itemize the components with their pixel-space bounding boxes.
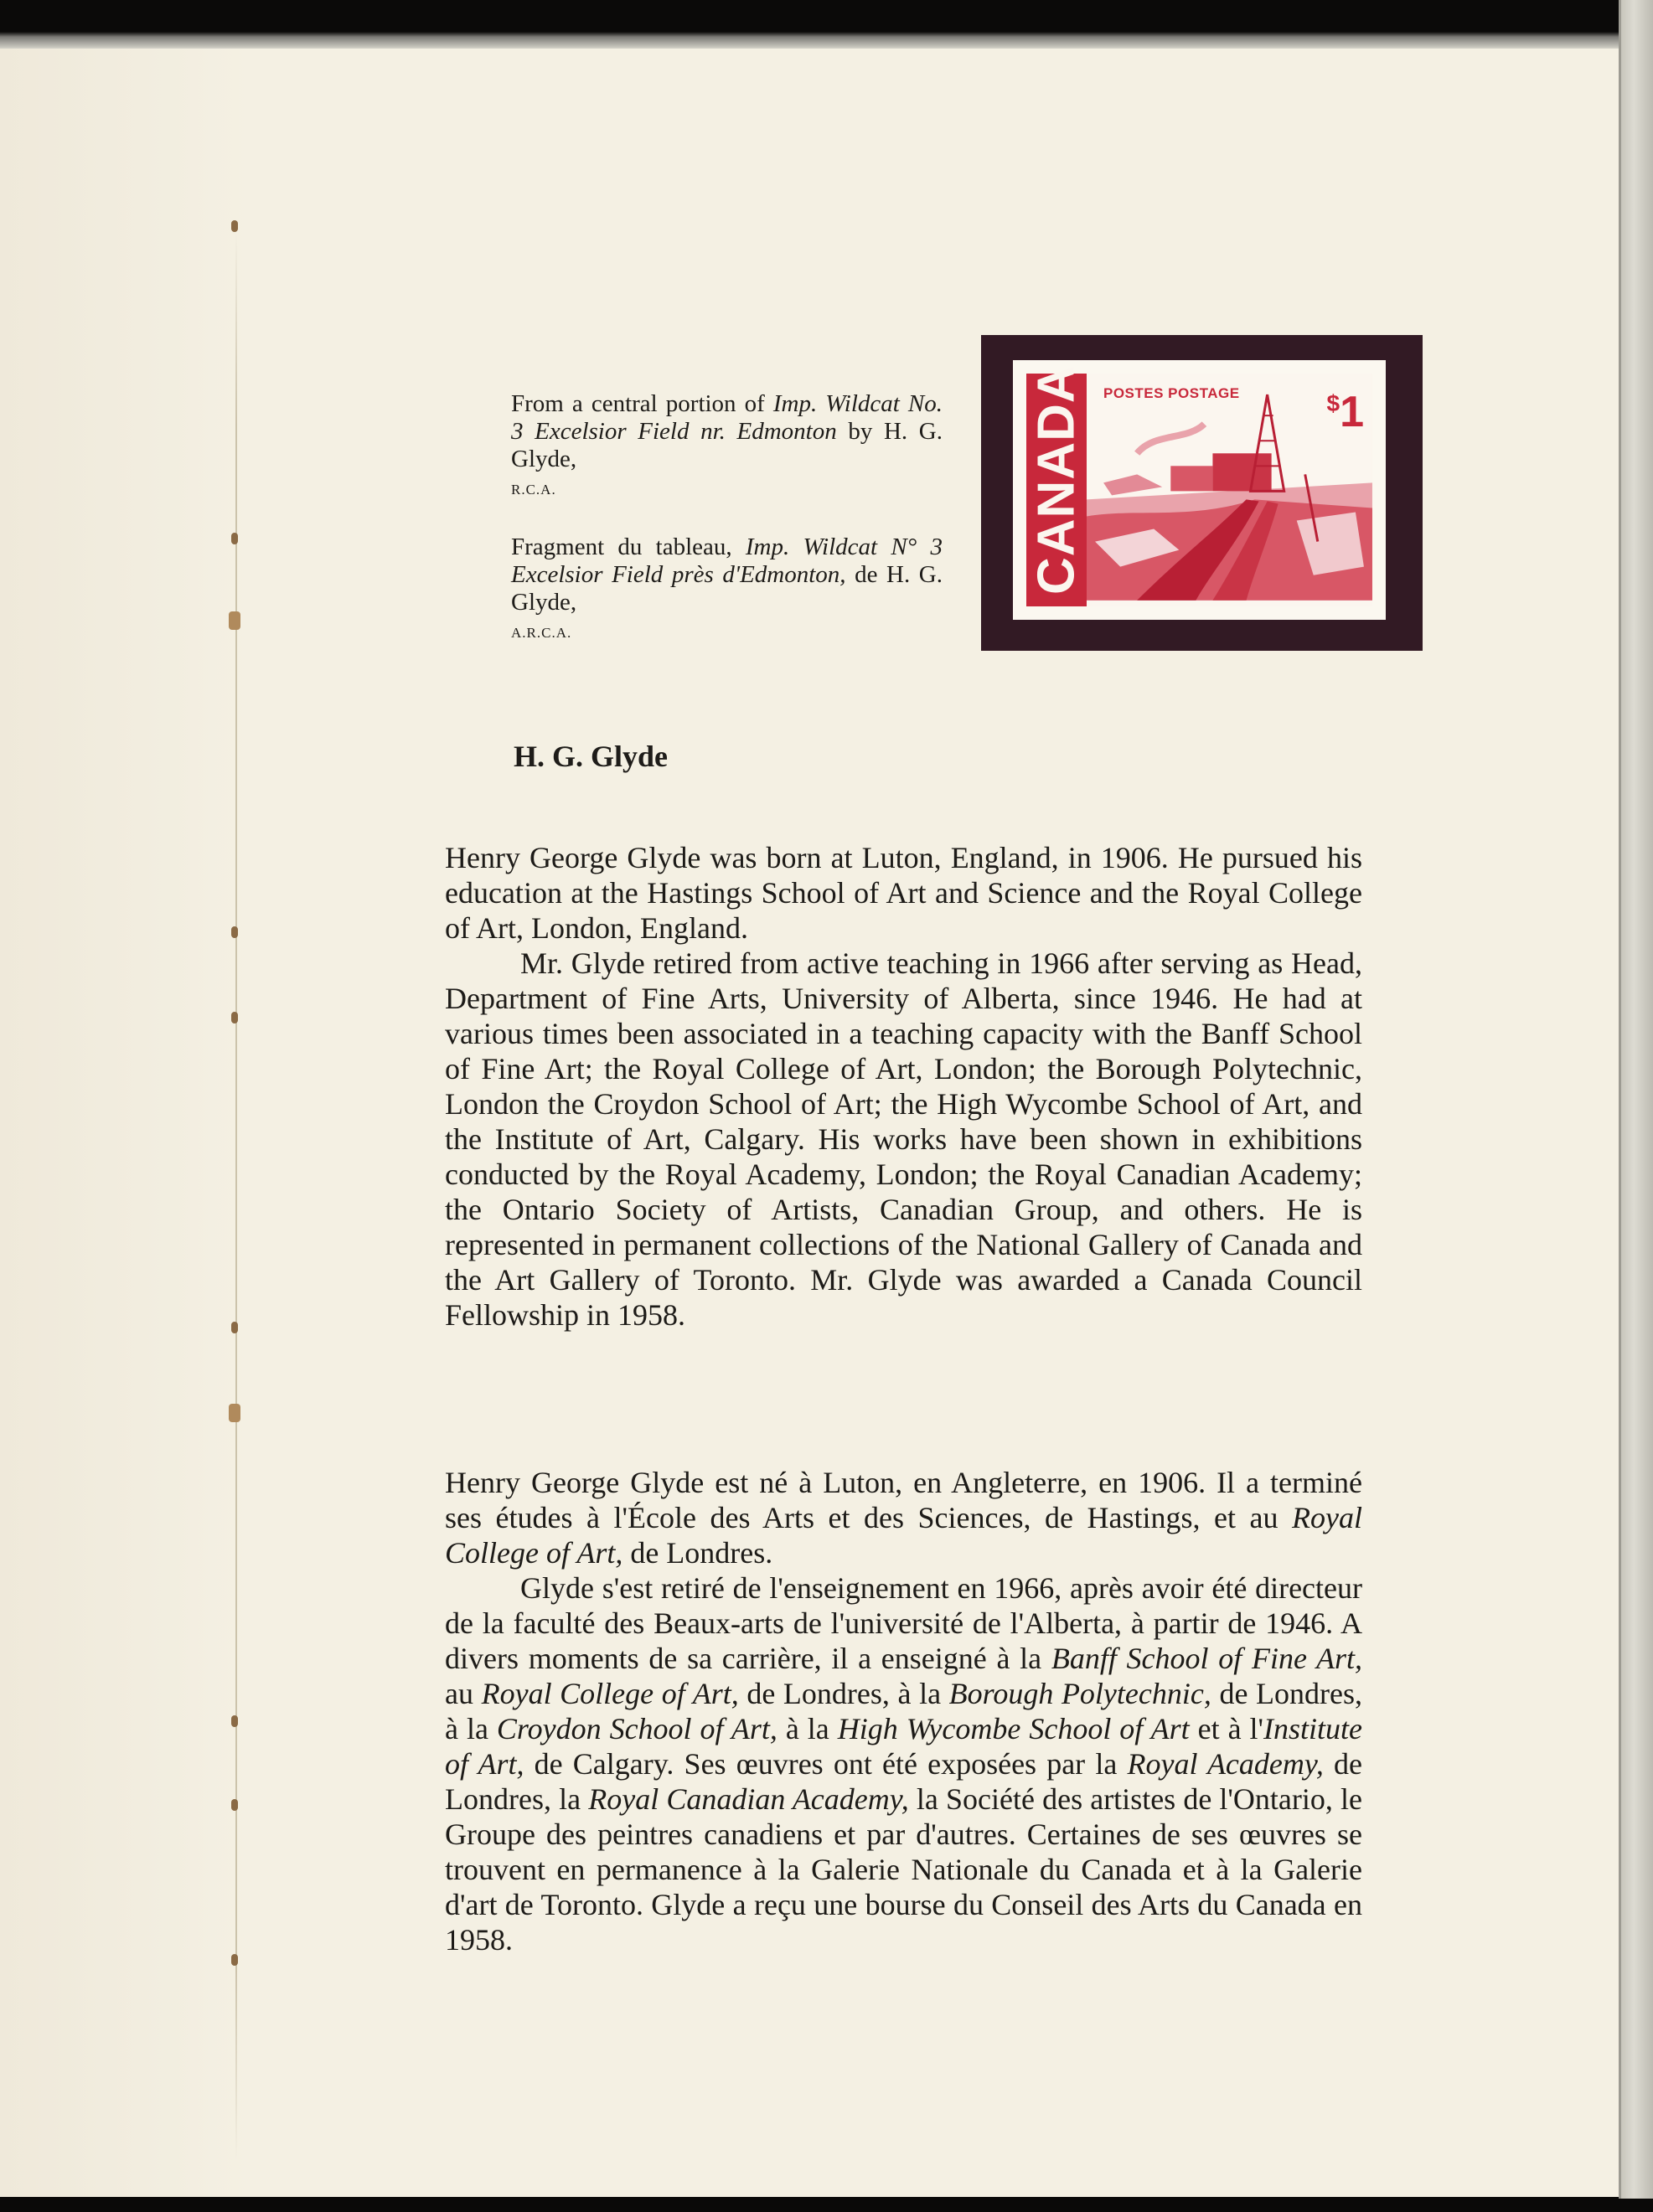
french-biography (445, 1465, 1362, 1957)
french-paragraph-2: Glyde s'est retiré de l'enseignement en 1966, après avoir été directeur de la faculté des Beaux-arts de l'université de l'Alberta, à partir de 1946. A divers moments de sa carrière, il a enseigné à la Banff School of Fine Art, au Royal College of Art, de Londres, à la Borough Polytechnic, de Londres, à la Croydon School of Art, à la High Wycombe School of Art et à l'Institute of Art, de Calgary. Ses œuvres ont été exposées par la Royal Academy, de Londres, la Royal Canadian Academy, la Société des artistes de l'Ontario, le Groupe des peintres canadiens et par d'autres. Certaines de ses œuvres se trouvent en permanence à la Galerie Nationale du Canada et à la Galerie d'art de Toronto. Glyde a reçu une bourse du Conseil des Arts du Canada en 1958. (445, 1571, 1363, 1957)
stamp-country: CANADA (1027, 364, 1086, 595)
stamp-postes-postage: POSTES POSTAGE (1103, 385, 1240, 401)
artist-credential-fr: A.R.C.A. (511, 625, 572, 641)
binding-stitch (231, 1715, 238, 1727)
binding-stitch (231, 926, 238, 938)
binding-stitch (231, 1012, 238, 1024)
stamp-value (1327, 387, 1365, 437)
stamp-denomination: 1 (1340, 388, 1364, 436)
caption-french: Fragment du tableau, Imp. Wildcat N° 3 Excelsior Field près d'Edmonton, de H. G. Glyde, A.R.C.A. (511, 534, 943, 641)
english-paragraph-2: Mr. Glyde retired from active teaching in 1966 after serving as Head, Department of Fine Arts, University of Alberta, since 1946. He had at various times been associated in a teaching capacity with the Banff School of Fine Art; the Royal College of Art, London; the Borough Polytechnic, London the Croydon School of Art; the High Wycombe School of Art, and the Institute of Art, Calgary. His works have been shown in exhibitions conducted by the Royal Academy, London; the Royal Canadian Academy; the Ontario Society of Artists, Canadian Group, and others. He is represented in permanent collections of the National Gallery of Canada and the Art Gallery of Toronto. Mr. Glyde was awarded a Canada Council Fellowship in 1958. (445, 946, 1362, 1332)
binding-stitch (229, 611, 240, 630)
painting-title-fr: Imp. Wildcat N° 3 Excelsior Field près d'Edmonton, (511, 534, 943, 588)
page-heading: H. G. Glyde (514, 740, 669, 773)
currency-symbol: $ (1326, 390, 1340, 416)
binding-stitch (231, 1799, 238, 1811)
book-top-edge (0, 0, 1625, 50)
painting-title: Imp. Wildcat No. 3 Excelsior Field nr. Edmonton (511, 390, 943, 445)
english-biography (445, 840, 1362, 1333)
english-paragraph-1: Henry George Glyde was born at Luton, England, in 1906. He pursued his education at the Hastings School of Art and Science and the Royal College of Art, London, England. (445, 841, 1362, 945)
binding-stitch (231, 1954, 238, 1966)
french-paragraph-1: Henry George Glyde est né à Luton, en Angleterre, en 1906. Il a terminé ses études à l'École des Arts et des Sciences, de Hastings, et au Royal College of Art, de Londres. (445, 1466, 1362, 1570)
stamp-image (1026, 364, 1372, 606)
gutter (0, 49, 251, 2197)
book-cover-edge (1619, 0, 1653, 2199)
artist-credential: R.C.A. (511, 482, 556, 498)
stamp-caption (511, 390, 943, 677)
binding-stitch (229, 1404, 240, 1422)
stamp-country-band (1026, 364, 1087, 606)
postage-stamp (1013, 360, 1386, 620)
binding-stitch (231, 533, 238, 544)
binding-stitch (231, 1322, 238, 1333)
stamp-mount (981, 335, 1423, 651)
caption-english: From a central portion of Imp. Wildcat No. 3 Excelsior Field nr. Edmonton by H. G. Glyde, R.C.A. (511, 390, 943, 498)
binding-thread (235, 233, 237, 2159)
binding-stitch (231, 220, 238, 232)
